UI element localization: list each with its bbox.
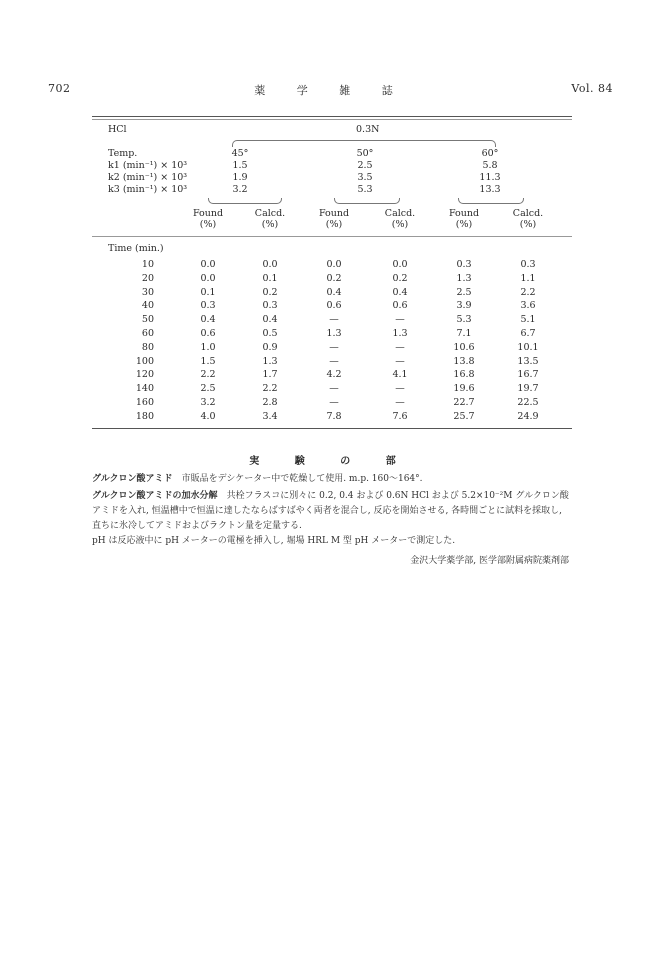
table-top-rule [92,116,572,117]
table-cell: — [329,314,339,326]
time-label: Time (min.) [108,243,164,254]
table-cell: 1.3 [456,272,472,284]
table-cell: 13.8 [453,355,475,367]
group-k2: 11.3 [479,172,501,183]
table-cell: 1.1 [520,272,536,284]
table-cell: 0.3 [520,259,536,270]
table-cell: — [395,314,405,326]
table-cell: — [329,397,339,408]
header-rule [92,236,572,237]
time-value: 160 [135,397,154,408]
table-cell: 0.2 [326,272,342,284]
table-cell: 0.0 [392,259,408,270]
time-value: 10 [141,259,154,270]
table-cell: 10.6 [453,341,475,353]
k3-label: k3 (min⁻¹) × 10³ [108,184,188,195]
table-cell: 1.3 [262,355,278,367]
table-cell: 0.3 [200,300,216,312]
col-calcd: Calcd. [512,208,544,219]
col-unit: (%) [325,219,343,230]
time-value: 180 [135,410,154,422]
table-cell: 2.5 [456,286,472,298]
col-calcd: Calcd. [254,208,286,219]
table-cell: 4.0 [200,410,216,422]
table-cell: 2.2 [520,286,536,298]
time-value: 20 [141,272,154,284]
table-cell: — [395,383,405,395]
paragraph-text: pH は反応液中に pH メーターの電極を挿入し, 堀場 HRL M 型 pH メーターで測定した. [92,536,456,546]
table-cell: 19.7 [517,383,539,395]
table-cell: 2.8 [262,397,278,408]
time-value: 40 [141,300,154,312]
time-value: 30 [141,286,154,298]
paragraph-heading: グルクロン酸アミド [92,474,173,484]
table-bottom-rule [92,428,572,429]
table-cell: 7.8 [326,410,342,422]
table-cell: 16.8 [453,369,475,381]
table-cell: 4.2 [326,369,342,381]
table-cell: 0.5 [262,328,278,339]
temp-label: Temp. [108,148,138,159]
table-top-rule-2 [92,119,572,120]
table-cell: 7.6 [392,410,408,422]
table-cell: 3.4 [262,410,278,422]
table-cell: 24.9 [517,410,539,422]
table-cell: 3.6 [520,300,536,312]
table-cell: 0.4 [392,286,408,298]
group-k1: 1.5 [232,160,248,171]
paragraph [92,472,572,487]
table-cell: 0.0 [200,272,216,284]
table-cell: 0.1 [200,286,216,298]
table-cell: 2.5 [200,383,216,395]
table-cell: 22.7 [453,397,475,408]
table-cell: 0.6 [326,300,342,312]
table-cell: 0.0 [262,259,278,270]
group-brace [334,198,400,204]
group-k2: 3.5 [357,172,373,183]
table-cell: 1.0 [200,341,216,353]
table-cell: 0.4 [200,314,216,326]
page-number: 702 [48,82,71,95]
col-calcd: Calcd. [384,208,416,219]
table-cell: 1.3 [392,328,408,339]
section-title: 実 験 の 部 [249,456,412,467]
group-temp: 45° [231,148,249,159]
col-unit: (%) [391,219,409,230]
paragraph-text: 市販品をデシケーター中で乾燥して使用. m.p. 160〜164°. [172,474,423,484]
table-cell: 6.7 [520,328,536,339]
time-value: 120 [135,369,154,381]
group-brace [458,198,524,204]
col-found: Found [318,208,350,219]
institution: 金沢大学薬学部, 医学部附属病院薬剤部 [410,556,569,566]
table-cell: — [329,355,339,367]
group-temp: 60° [481,148,499,159]
time-value: 100 [135,355,154,367]
table-cell: 3.2 [200,397,216,408]
volume-label: Vol. 84 [571,82,613,95]
time-value: 50 [141,314,154,326]
time-value: 60 [141,328,154,339]
table-cell: 0.6 [200,328,216,339]
table-cell: 0.4 [326,286,342,298]
group-k3: 13.3 [479,184,501,195]
table-cell: — [395,341,405,353]
group-temp: 50° [356,148,374,159]
table-cell: 16.7 [517,369,539,381]
col-unit: (%) [199,219,217,230]
group-k3: 5.3 [357,184,373,195]
table-cell: 4.1 [392,369,408,381]
table-cell: 13.5 [517,355,539,367]
table-cell: 0.3 [456,259,472,270]
group-k1: 5.8 [482,160,498,171]
table-cell: 3.9 [456,300,472,312]
table-cell: 1.7 [262,369,278,381]
table-cell: 0.2 [262,286,278,298]
paragraph-heading: グルクロン酸アミドの加水分解 [92,491,218,501]
group-k3: 3.2 [232,184,248,195]
table-cell: 0.0 [200,259,216,270]
paragraph [92,489,572,534]
col-found: Found [448,208,480,219]
hcl-value: 0.3N [356,124,380,135]
table-cell: 1.3 [326,328,342,339]
table-cell: 2.2 [262,383,278,395]
hcl-label: HCl [108,124,127,135]
table-cell: 7.1 [456,328,472,339]
col-found: Found [192,208,224,219]
table-cell: — [329,383,339,395]
group-k1: 2.5 [357,160,373,171]
table-cell: 0.1 [262,272,278,284]
table-cell: 25.7 [453,410,475,422]
table-cell: 0.0 [326,259,342,270]
table-cell: 1.5 [200,355,216,367]
col-unit: (%) [455,219,473,230]
table-cell: 0.3 [262,300,278,312]
table-cell: 0.9 [262,341,278,353]
table-cell: — [395,355,405,367]
table-cell: 2.2 [200,369,216,381]
table-cell: 0.2 [392,272,408,284]
table-cell: — [329,341,339,353]
table-cell: 10.1 [517,341,539,353]
table-cell: 19.6 [453,383,475,395]
hcl-brace [232,140,496,147]
table-cell: — [395,397,405,408]
col-unit: (%) [261,219,279,230]
table-cell: 22.5 [517,397,539,408]
paragraph [92,534,572,549]
table-cell: 0.4 [262,314,278,326]
k1-label: k1 (min⁻¹) × 10³ [108,160,188,171]
k2-label: k2 (min⁻¹) × 10³ [108,172,188,183]
paragraph-text: 共栓フラスコに別々に 0.2, 0.4 および 0.6N HCl および 5.2×10⁻²M グルクロン酸アミドを入れ, 恒温槽中で恒温に達したならばすばやく両者を混合し, 反応を開始させる, 各時間ごとに試料を採取し, 直ちに氷冷してアミドおよびラクトン量を定量する. [92,491,569,531]
journal-title: 薬 学 雑 誌 [254,84,407,97]
table-cell: 0.6 [392,300,408,312]
time-value: 80 [141,341,154,353]
table-cell: 5.3 [456,314,472,326]
group-k2: 1.9 [232,172,248,183]
time-value: 140 [135,383,154,395]
col-unit: (%) [519,219,537,230]
table-cell: 5.1 [520,314,536,326]
group-brace [208,198,282,204]
